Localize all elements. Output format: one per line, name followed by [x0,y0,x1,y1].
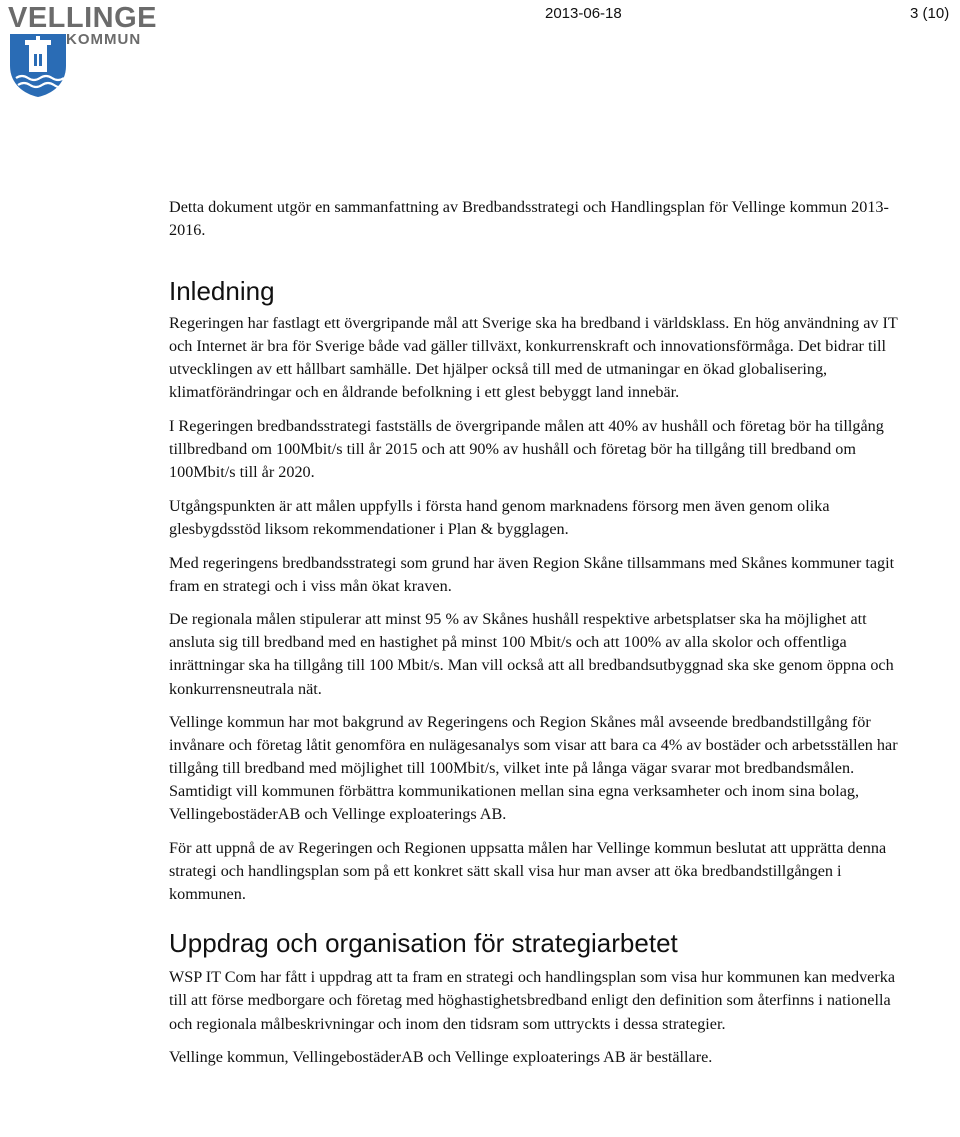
paragraph: De regionala målen stipulerar att minst 95 % av Skånes hushåll respektive arbetsplatser ska ha möjlighet att ansluta sig till bredband med en hastighet på minst 100 Mbit/s och att 100% av alla skolor och offentliga inrättningar ska ha tillgång till 100 Mbit/s. Man vill också att all bredbandsutbyggnad ska ske genom öppna och konkurrensneutrala nät. [169,610,894,698]
paragraph: Vellinge kommun har mot bakgrund av Regeringens och Region Skånes mål avseende bredbandstillgång för invånare och företag låtit genomföra en nulägesanalys som visar att bara ca 4% av bostäder och arbetsställen har tillgång till bredband med möjlighet till 100Mbit/s, vilket inte på långa vägar svarar mot bredbandsmålen. Samtidigt vill kommunen förbättra kommunikationen mellan sina egna verksamheter och inom sina bolag, VellingebostäderAB och Vellinge exploaterings AB. [169,713,898,824]
logo-wordmark: VELLINGE [8,2,158,34]
paragraph: Regeringen har fastlagt ett övergripande mål att Sverige ska ha bredband i världsklass. En hög användning av IT och Internet är bra för Sverige både vad gäller tillväxt, konkurrenskraft och innovationsförmåga. Det bidrar till utvecklingen av ett hållbart samhälle. Det hjälper också till med de utmaningar en ökad globalisering, klimatförändringar och en åldrande befolkning i ett glest bebyggt land innebär. [169,314,898,402]
logo-subtitle: KOMMUN [66,31,142,48]
paragraph: Utgångspunkten är att målen uppfylls i första hand genom marknadens försorg men även genom olika glesbygdsstöd liksom rekommendationer i Plan & bygglagen. [169,496,830,538]
paragraph: Vellinge kommun, VellingebostäderAB och Vellinge exploaterings AB är beställare. [169,1048,713,1067]
vellinge-kommun-logo [8,4,160,96]
paragraph: I Regeringen bredbandsstrategi fastställs de övergripande målen att 40% av hushåll och företag bör ha tillgång tillbredband om 100Mbit/s till år 2015 och att 90% av hushåll och företag bör ha tillgång till bredband om 100Mbit/s till år 2020. [169,417,884,482]
paragraph: För att uppnå de av Regeringen och Regionen uppsatta målen har Vellinge kommun beslutat att upprätta denna strategi och handlingsplan som på ett konkret sätt skall visa hur man avser att öka bredbandstillgången i kommunen. [169,839,887,904]
section-heading-inledning: Inledning [169,276,275,307]
paragraph: Med regeringens bredbandsstrategi som grund har även Region Skåne tillsammans med Skånes kommuner tagit fram en strategi och i viss mån ökat kraven. [169,553,895,595]
intro-paragraph: Detta dokument utgör en sammanfattning av Bredbandsstrategi och Handlingsplan för Vellinge kommun 2013-2016. [169,198,889,240]
page-number: 3 (10) [910,5,950,22]
document-date: 2013-06-18 [545,5,622,22]
paragraph: WSP IT Com har fått i uppdrag att ta fram en strategi och handlingsplan som visa hur kommunen kan medverka till att förse medborgare och företag med höghastighetsbredband enligt den definition som återfinns i nationella och regionala målbeskrivningar och inom den tidsram som uttryckts i dessa strategier. [169,968,896,1033]
coat-of-arms-icon [8,32,68,98]
section-heading-uppdrag: Uppdrag och organisation för strategiarbetet [169,928,678,959]
document-body [169,196,914,1080]
